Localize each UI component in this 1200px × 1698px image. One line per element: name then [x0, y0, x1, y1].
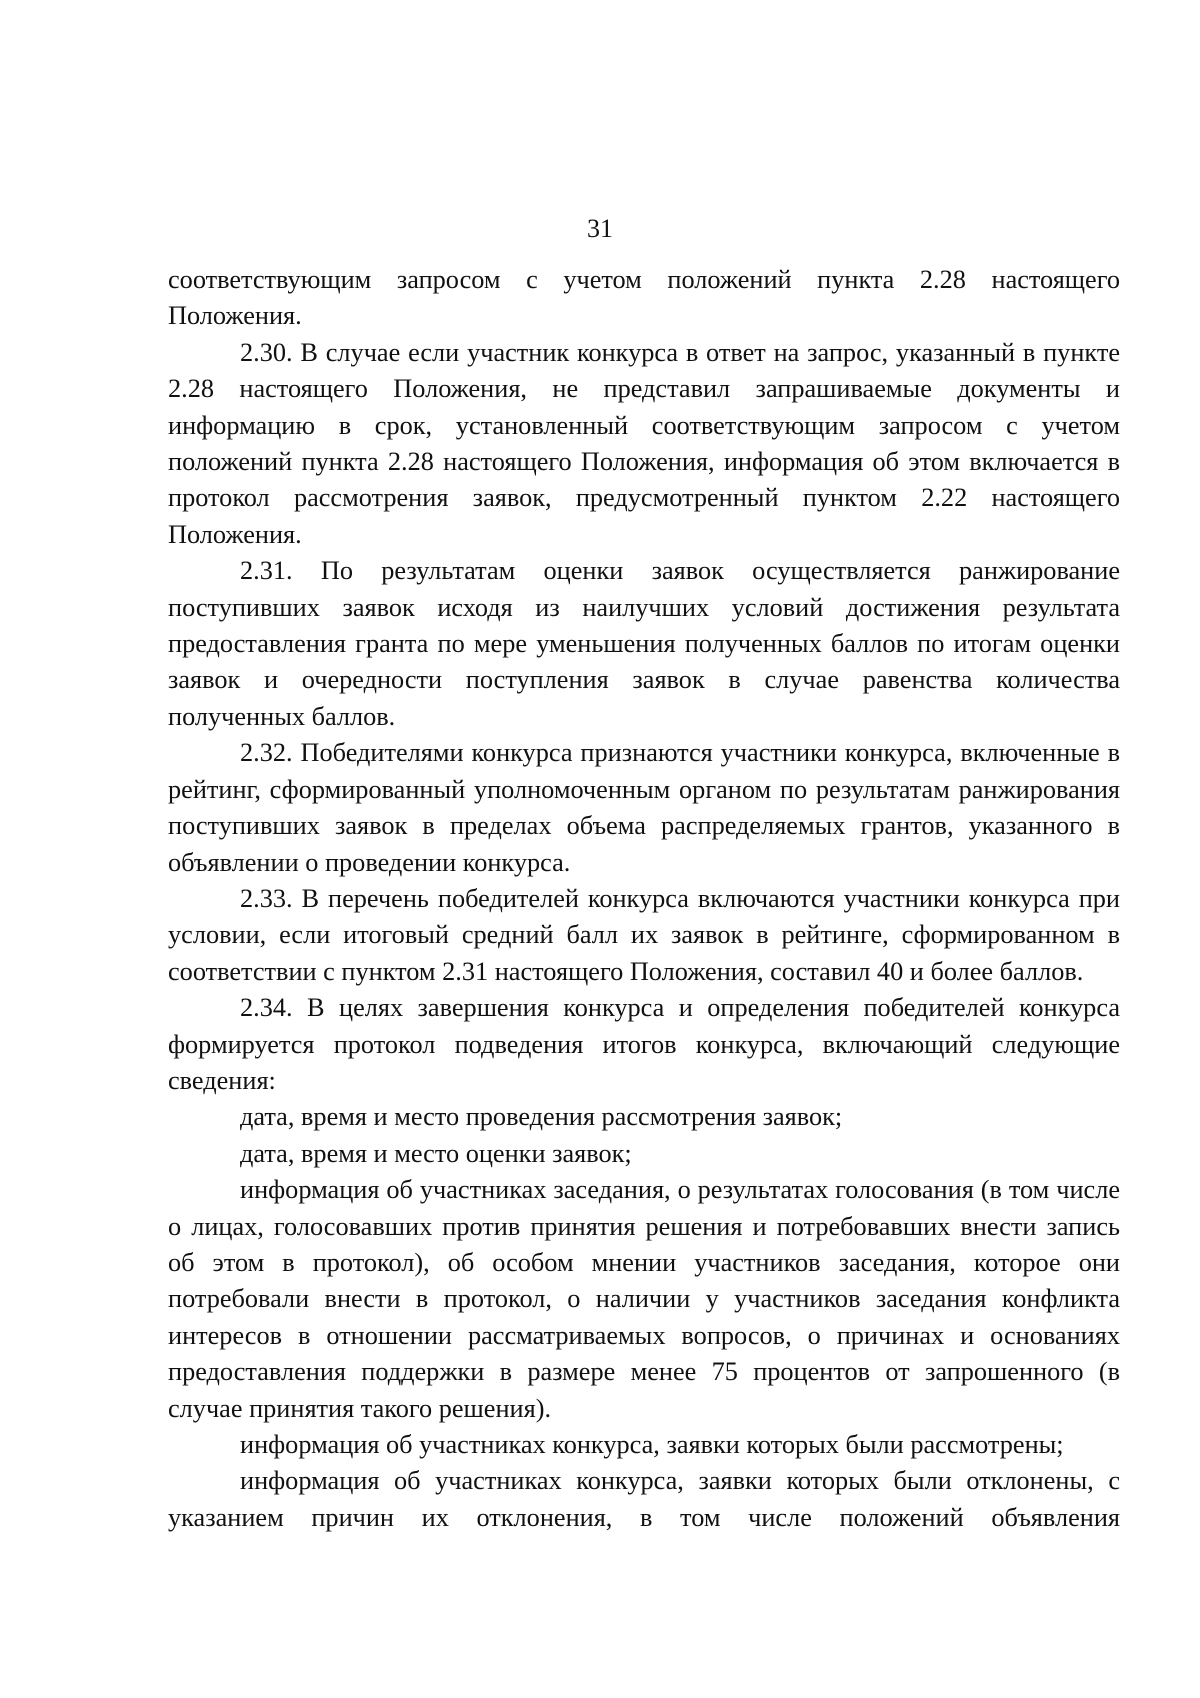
list-item-evaluation-date: дата, время и место оценки заявок;: [240, 1138, 632, 1168]
document-body: [168, 262, 1120, 1536]
paragraph-2-33: 2.33. В перечень победителей конкурса включаются участники конкурса при условии, если итоговый средний балл их заявок в рейтинге, сформированном в соответствии с пунктом 2.31 настоящего Положения, составил 40 и более баллов.: [168, 883, 1120, 986]
paragraph-2-30: 2.30. В случае если участник конкурса в ответ на запрос, указанный в пункте 2.28 настоящего Положения, не представил запрашиваемые документы и информацию в срок, установленный соответствующим запросом с учетом положений пункта 2.28 настоящего Положения, информация об этом включается в протокол рассмотрения заявок, предусмотренный пунктом 2.22 настоящего Положения.: [168, 337, 1120, 549]
list-item-rejected-applications: информация об участниках конкурса, заявки которых были отклонены, с указанием причин их отклонения, в том числе положений объявления: [168, 1466, 1120, 1532]
paragraph-2-34: 2.34. В целях завершения конкурса и определения победителей конкурса формируется протокол подведения итогов конкурса, включающий следующие сведения:: [168, 993, 1120, 1095]
list-item-meeting-participants: информация об участниках заседания, о результатах голосования (в том числе о лицах, голосовавших против принятия решения и потребовавших внести запись об этом в протокол), об особом мнении участников заседания, которое они потребовали внести в протокол, о наличии у участников заседания конфликта интересов в отношении рассматриваемых вопросов, о причинах и основаниях предоставления поддержки в размере менее 75 процентов от запрошенного (в случае принятия такого решения).: [168, 1175, 1120, 1423]
list-item-review-date: дата, время и место проведения рассмотрения заявок;: [240, 1102, 843, 1132]
paragraph-2-32: 2.32. Победителями конкурса признаются участники конкурса, включенные в рейтинг, сформированный уполномоченным органом по результатам ранжирования поступивших заявок в пределах объема распределяемых грантов, указанного в объявлении о проведении конкурса.: [168, 738, 1120, 877]
paragraph-continuation: соответствующим запросом с учетом положений пункта 2.28 настоящего Положения.: [168, 265, 1120, 331]
page-number: 31: [587, 214, 613, 243]
paragraph-2-31: 2.31. По результатам оценки заявок осуществляется ранжирование поступивших заявок исходя из наилучших условий достижения результата предоставления гранта по мере уменьшения полученных баллов по итогам оценки заявок и очередности поступления заявок в случае равенства количества полученных баллов.: [168, 556, 1120, 731]
list-item-reviewed-applications: информация об участниках конкурса, заявки которых были рассмотрены;: [240, 1430, 1064, 1459]
